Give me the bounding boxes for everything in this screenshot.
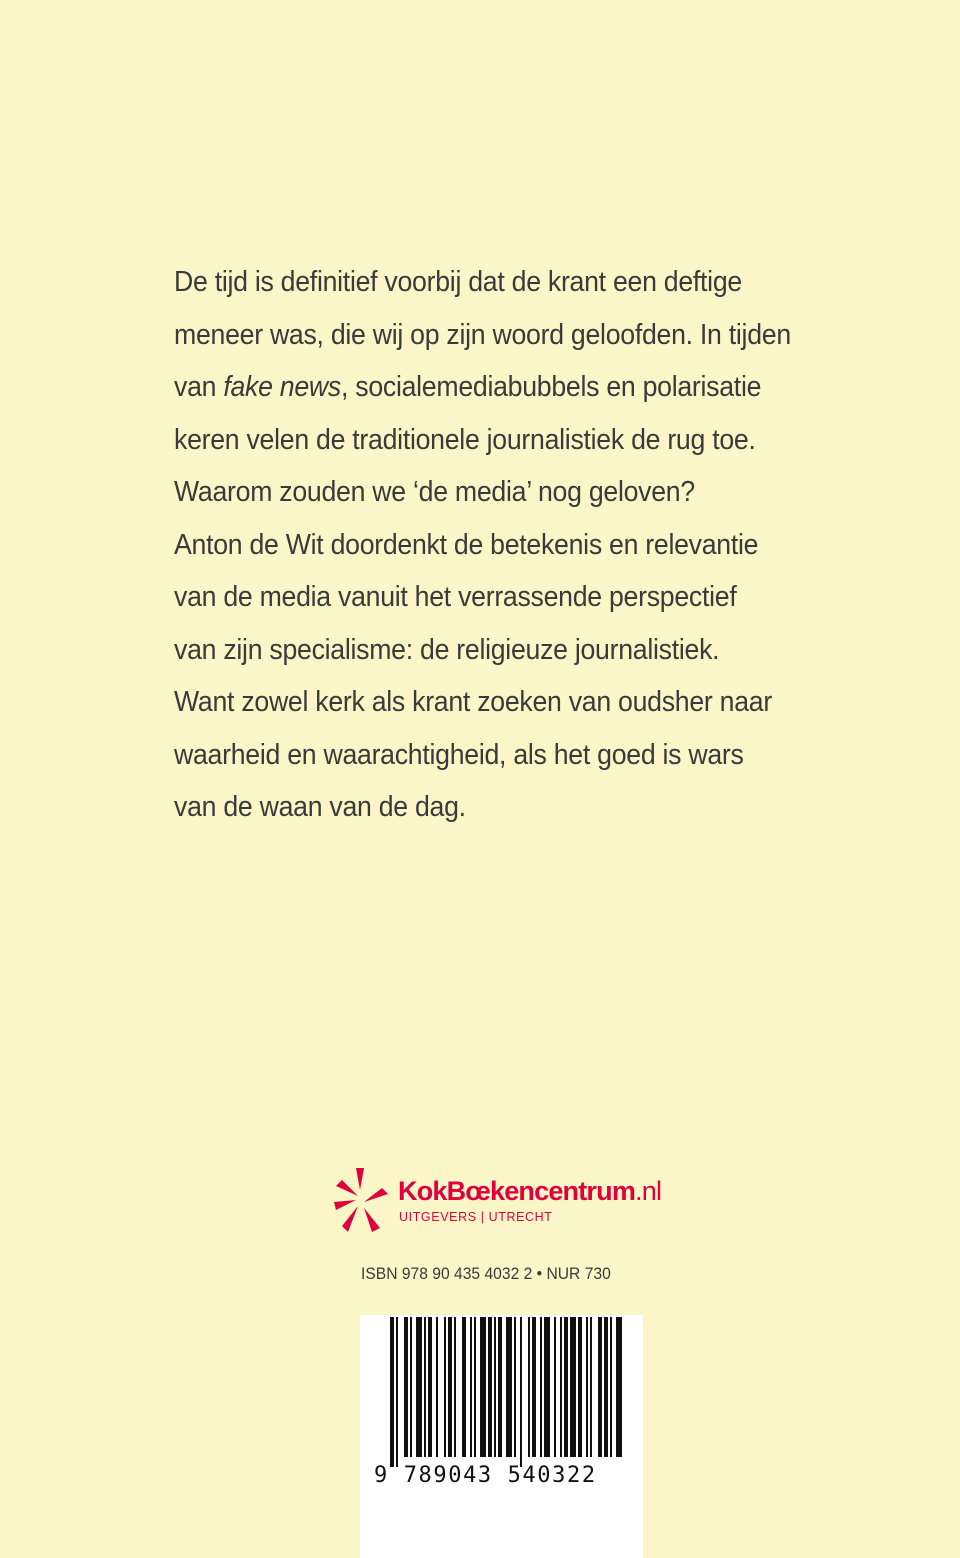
- blurb-line: keren velen de traditionele journalistiek de rug toe.: [174, 423, 756, 456]
- barcode-bar: [396, 1317, 398, 1467]
- barcode-bar: [514, 1317, 516, 1457]
- barcode-bar: [462, 1317, 466, 1457]
- barcode-bar: [454, 1317, 456, 1457]
- barcode-bar: [410, 1317, 412, 1457]
- blurb-line: waarheid en waarachtigheid, als het goed is wars: [174, 738, 744, 771]
- blurb-line: meneer was, die wij op zijn woord geloofden. In tijden: [174, 318, 791, 351]
- barcode-bar: [416, 1317, 422, 1457]
- barcode-bar: [528, 1317, 530, 1457]
- barcode-bar: [570, 1317, 576, 1457]
- kokboekencentrum-logo-mark-icon: [334, 1166, 390, 1236]
- blurb-line: Want zowel kerk als krant zoeken van oudsher naar: [174, 686, 772, 718]
- blurb-text: , socialemediabubbels en polarisatie: [340, 371, 762, 403]
- barcode-bar: [532, 1317, 536, 1457]
- barcode-bar: [428, 1317, 432, 1457]
- publisher-name: [398, 1176, 661, 1207]
- back-cover-blurb: [174, 256, 809, 834]
- publisher-tld: .nl: [635, 1176, 662, 1206]
- publisher-logo: [334, 1166, 694, 1236]
- barcode-bar: [610, 1317, 612, 1457]
- isbn-line: ISBN 978 90 435 4032 2 • NUR 730: [361, 1264, 611, 1283]
- barcode-bar: [474, 1317, 476, 1457]
- barcode-bar: [506, 1317, 512, 1457]
- barcode-bars: [360, 1315, 643, 1558]
- barcode-bar: [590, 1317, 592, 1457]
- barcode-bar: [554, 1317, 556, 1457]
- barcode-digits: 9 789043 540322: [374, 1463, 597, 1488]
- barcode-bar: [498, 1317, 502, 1457]
- barcode-bar: [436, 1317, 438, 1457]
- barcode-bar: [390, 1317, 394, 1467]
- publisher-name-text: KokBœkencentrum: [398, 1176, 636, 1206]
- barcode-bar: [520, 1317, 522, 1467]
- barcode-bar: [470, 1317, 472, 1457]
- barcode-bar: [586, 1317, 588, 1457]
- blurb-line: De tijd is definitief voorbij dat de krant een deftige: [174, 266, 742, 298]
- blurb-line: Waarom zouden we ‘de media’ nog geloven?: [174, 476, 695, 508]
- blurb-line: Anton de Wit doordenkt de betekenis en relevantie: [174, 528, 759, 561]
- publisher-tagline: UITGEVERS | UTRECHT: [399, 1210, 553, 1224]
- barcode-bar: [404, 1317, 408, 1457]
- barcode-bar: [598, 1317, 602, 1457]
- barcode-bar: [494, 1317, 496, 1457]
- blurb-line: van de media vanuit het verrassende perspectief: [174, 581, 737, 613]
- barcode: [360, 1315, 643, 1558]
- barcode-bar: [540, 1317, 542, 1457]
- barcode-bar: [544, 1317, 550, 1457]
- barcode-bar: [560, 1317, 562, 1457]
- barcode-bar: [604, 1317, 608, 1457]
- blurb-line: van zijn specialisme: de religieuze journalistiek.: [174, 633, 720, 666]
- barcode-bar: [444, 1317, 446, 1457]
- barcode-bar: [578, 1317, 582, 1457]
- blurb-line: [174, 361, 809, 414]
- barcode-bar: [480, 1317, 486, 1457]
- blurb-emphasis: fake news: [223, 371, 341, 403]
- blurb-text: van: [174, 371, 224, 403]
- barcode-bar: [616, 1317, 622, 1457]
- blurb-line: van de waan van de dag.: [174, 791, 466, 823]
- barcode-bar: [488, 1317, 492, 1457]
- barcode-bar: [564, 1317, 568, 1457]
- barcode-bar: [424, 1317, 426, 1457]
- barcode-bar: [448, 1317, 452, 1457]
